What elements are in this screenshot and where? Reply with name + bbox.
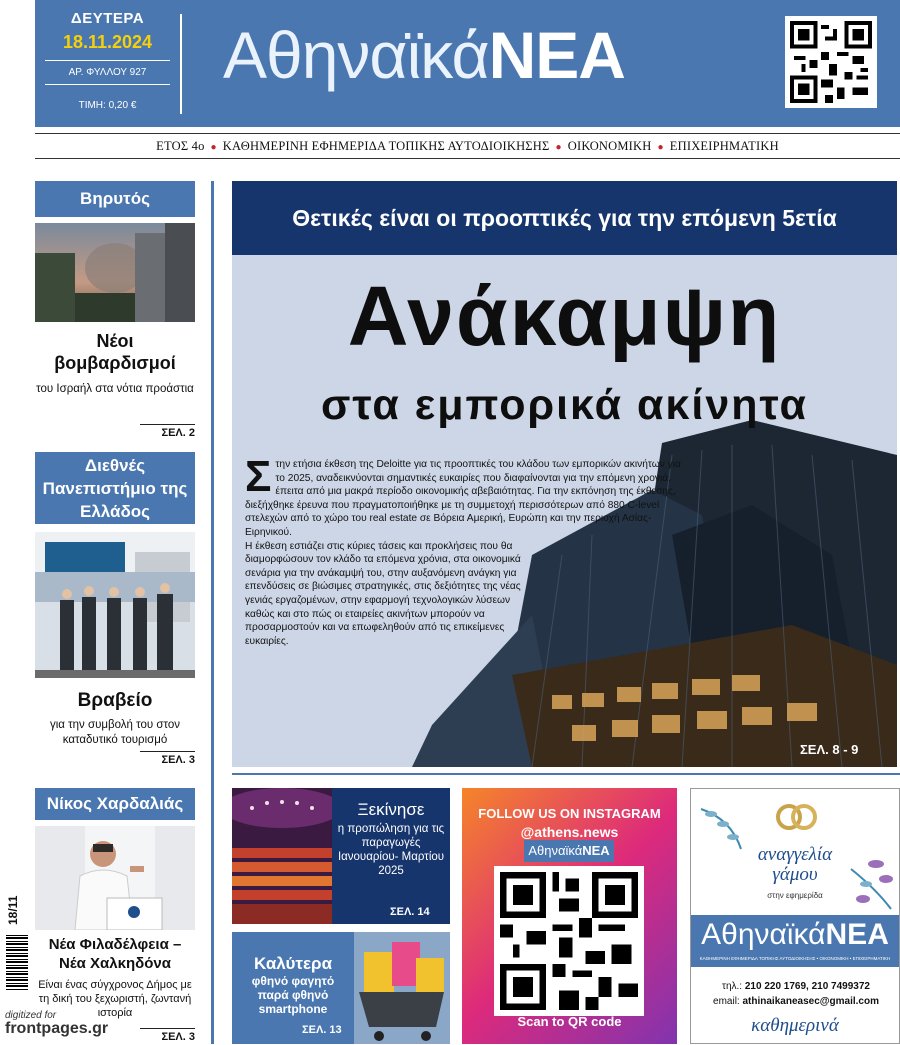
instagram-logo-thin: Αθηναϊκά	[528, 843, 583, 858]
issue-price: ΤΙΜΗ: 0,20 €	[78, 100, 137, 111]
food-title: Καλύτερα	[253, 954, 333, 973]
instagram-ad[interactable]	[462, 788, 677, 1044]
tagline-business: ΕΠΙΧΕΙΡΗΜΑΤΙΚΗ	[669, 139, 779, 153]
digitized-label: digitized for	[5, 1010, 57, 1021]
theater-text: η προπώληση για τις παραγωγές Ιανουαρίου- Μαρτίου 2025	[337, 823, 445, 877]
wedding-logo-bold: ΝΕΑ	[825, 918, 889, 951]
award-photo[interactable]	[35, 532, 195, 678]
date-box	[35, 0, 180, 127]
chardalias-photo[interactable]	[35, 826, 195, 930]
instagram-qr-icon[interactable]	[494, 866, 644, 1016]
beirut-photo[interactable]	[35, 223, 195, 322]
page-ref-food: ΣΕΛ. 13	[302, 1024, 342, 1036]
food-text: φθηνό φαγητό παρά φθηνό smartphone	[251, 974, 335, 1016]
sidebar-title-beirut[interactable]: Νέοι βομβαρδισμοί	[54, 331, 176, 373]
tagline-type: ΚΑΘΗΜΕΡΙΝΗ ΕΦΗΜΕΡΙΔΑ ΤΟΠΙΚΗΣ ΑΥΤΟΔΙΟΙΚΗΣΗΣ	[222, 139, 550, 153]
main-body	[245, 452, 685, 648]
email-label: email:	[713, 996, 740, 1007]
instagram-logo	[524, 840, 614, 862]
email-value[interactable]: athinaikaneasec@gmail.com	[742, 996, 879, 1007]
sidebar-head-university[interactable]: Διεθνές Πανεπιστήμιο της Ελλάδος	[35, 452, 195, 524]
tagline-year: ΕΤΟΣ 4ο	[156, 139, 205, 153]
page-ref-beirut[interactable]: ΣΕΛ. 2	[140, 424, 195, 440]
page-ref-theater: ΣΕΛ. 14	[390, 906, 430, 918]
shopping-cart-icon	[354, 932, 450, 1044]
sidebar-text-beirut: του Ισραήλ στα νότια προάστια	[36, 383, 194, 395]
wedding-daily: καθημερινά	[751, 1015, 839, 1036]
newspaper-logo	[223, 18, 625, 92]
logo-bold: ΝΕΑ	[488, 18, 625, 92]
theater-title: Ξεκίνησε	[357, 800, 425, 819]
main-headline[interactable]: Ανάκαμψη	[347, 269, 782, 363]
issue-number: ΑΡ. ΦΥΛΛΟΥ 927	[45, 60, 170, 85]
page-ref-award[interactable]: ΣΕΛ. 3	[140, 751, 195, 767]
instagram-logo-bold: ΝΕΑ	[582, 843, 610, 858]
masthead-divider	[180, 14, 182, 114]
sidebar-title-award[interactable]: Βραβείο	[77, 690, 153, 711]
page-ref-chardalias[interactable]: ΣΕΛ. 3	[140, 1028, 195, 1044]
issue-date: 18.11.2024	[62, 32, 153, 52]
main-body-p2: Η έκθεση εστιάζει στις κύριες τάσεις και προκλήσεις που θα διαμορφώσουν τον κλάδο τα επόμενα χρόνια, στα οικονομικά σενάρια για την ανάκαμψή του, στην αυξανόμενη ανάγκη για επενδύσεις σε βιώσιμες στρατηγικές, στις δεξιότητες της νέας γενιάς εργαζομένων, στην εφαρμογή τεχνολογικών λύσεων καθώς και στο πώς οι εταιρείες ακινήτων μπορούν να προσαρμοστούν και να επωφεληθούν από τις επικείμενες ευκαιρίες.	[245, 540, 521, 647]
theater-box[interactable]	[232, 788, 450, 924]
tagline: ΕΤΟΣ 4ο ● ΚΑΘΗΜΕΡΙΝΗ ΕΦΗΜΕΡΙΔΑ ΤΟΠΙΚΗΣ ΑΥΤΟΔΙΟΙΚΗΣΗΣ ● ΟΙΚΟΝΟΜΙΚΗ ● ΕΠΙΧΕΙΡΗΜΑΤΙΚΗ	[35, 133, 900, 159]
wedding-ad[interactable]	[690, 788, 900, 1044]
tel-value[interactable]: 210 220 1769, 210 7499372	[744, 981, 870, 992]
food-box[interactable]	[232, 932, 450, 1044]
wedding-logo-tagline: ΚΑΘΗΜΕΡΙΝΗ ΕΦΗΜΕΡΙΔΑ ΤΟΠΙΚΗΣ ΑΥΤΟΔΙΟΙΚΗΣΗΣ • ΟΙΚΟΝΟΜΙΚΗ • ΕΠΙΧΕΙΡΗΜΑΤΙΚΗ	[699, 956, 891, 961]
qr-code-icon[interactable]	[785, 16, 877, 108]
page-ref-main[interactable]: ΣΕΛ. 8 - 9	[800, 742, 859, 757]
tel-label: τηλ.:	[722, 981, 743, 992]
spine-date: 18/11	[6, 895, 20, 925]
main-body-p1: την ετήσια έκθεση της Deloitte για τις προοπτικές του κλάδου των εμπορικών ακινήτων για το 2025, αναδεικνύονται σημαντικές ευκαιρίες που διαφαίνονται για την επόμενη χρονιά, έπειτα από μια μακρά περίοδο οικονομικής αβεβαιότητας. Για την εκπόνηση της έκθεσης, διεξήχθηκε έρευνα που πραγματοποιήθηκε με τη συμμετοχή περισσότερων από 880 C-level στελεχών από το χώρο του real estate σε Βόρεια Αμερική, Ευρώπη και την περιοχή Ασίας-Ειρηνικού.	[245, 459, 681, 538]
section-rule	[232, 773, 900, 775]
instagram-scan: Scan to QR code	[517, 1014, 622, 1029]
wedding-logo-thin: Αθηναϊκά	[701, 918, 826, 951]
instagram-follow: FOLLOW US ON INSTAGRAM	[478, 806, 661, 821]
instagram-handle[interactable]: @athens.news	[520, 824, 619, 840]
frontpages-link[interactable]: frontpages.gr	[5, 1020, 109, 1037]
wedding-logo-banner	[691, 915, 899, 967]
column-divider	[211, 181, 214, 1044]
sidebar-head-beirut[interactable]: Βηρυτός	[35, 181, 195, 217]
logo-thin: Αθηναϊκά	[223, 18, 489, 92]
issue-day: ΔΕΥΤΕΡΑ	[70, 10, 145, 27]
sidebar-text-chardalias: Είναι ένας σύγχρονος Δήμος με τη δική του ξεχωριστή, ζωντανή ιστορία	[38, 979, 192, 1019]
wedding-title: αναγγελία γάμου	[757, 844, 833, 885]
barcode-icon	[6, 935, 28, 990]
main-kicker[interactable]: Θετικές είναι οι προοπτικές για την επόμενη 5ετία	[232, 181, 897, 255]
wedding-sub: στην εφημερίδα	[767, 891, 823, 900]
sidebar-title-chardalias[interactable]: Νέα Φιλαδέλφεια – Νέα Χαλκηδόνα	[48, 936, 182, 972]
tagline-economic: ΟΙΚΟΝΟΜΙΚΗ	[567, 139, 652, 153]
sidebar-text-award: για την συμβολή του στον καταδυτικό τουρισμό	[49, 719, 181, 746]
drop-cap: Σ	[245, 452, 272, 501]
sidebar-head-chardalias[interactable]: Νίκος Χαρδαλιάς	[35, 788, 195, 820]
masthead	[35, 0, 900, 127]
wedding-contacts	[701, 979, 891, 1009]
main-subheadline[interactable]: στα εμπορικά ακίνητα	[321, 381, 808, 429]
